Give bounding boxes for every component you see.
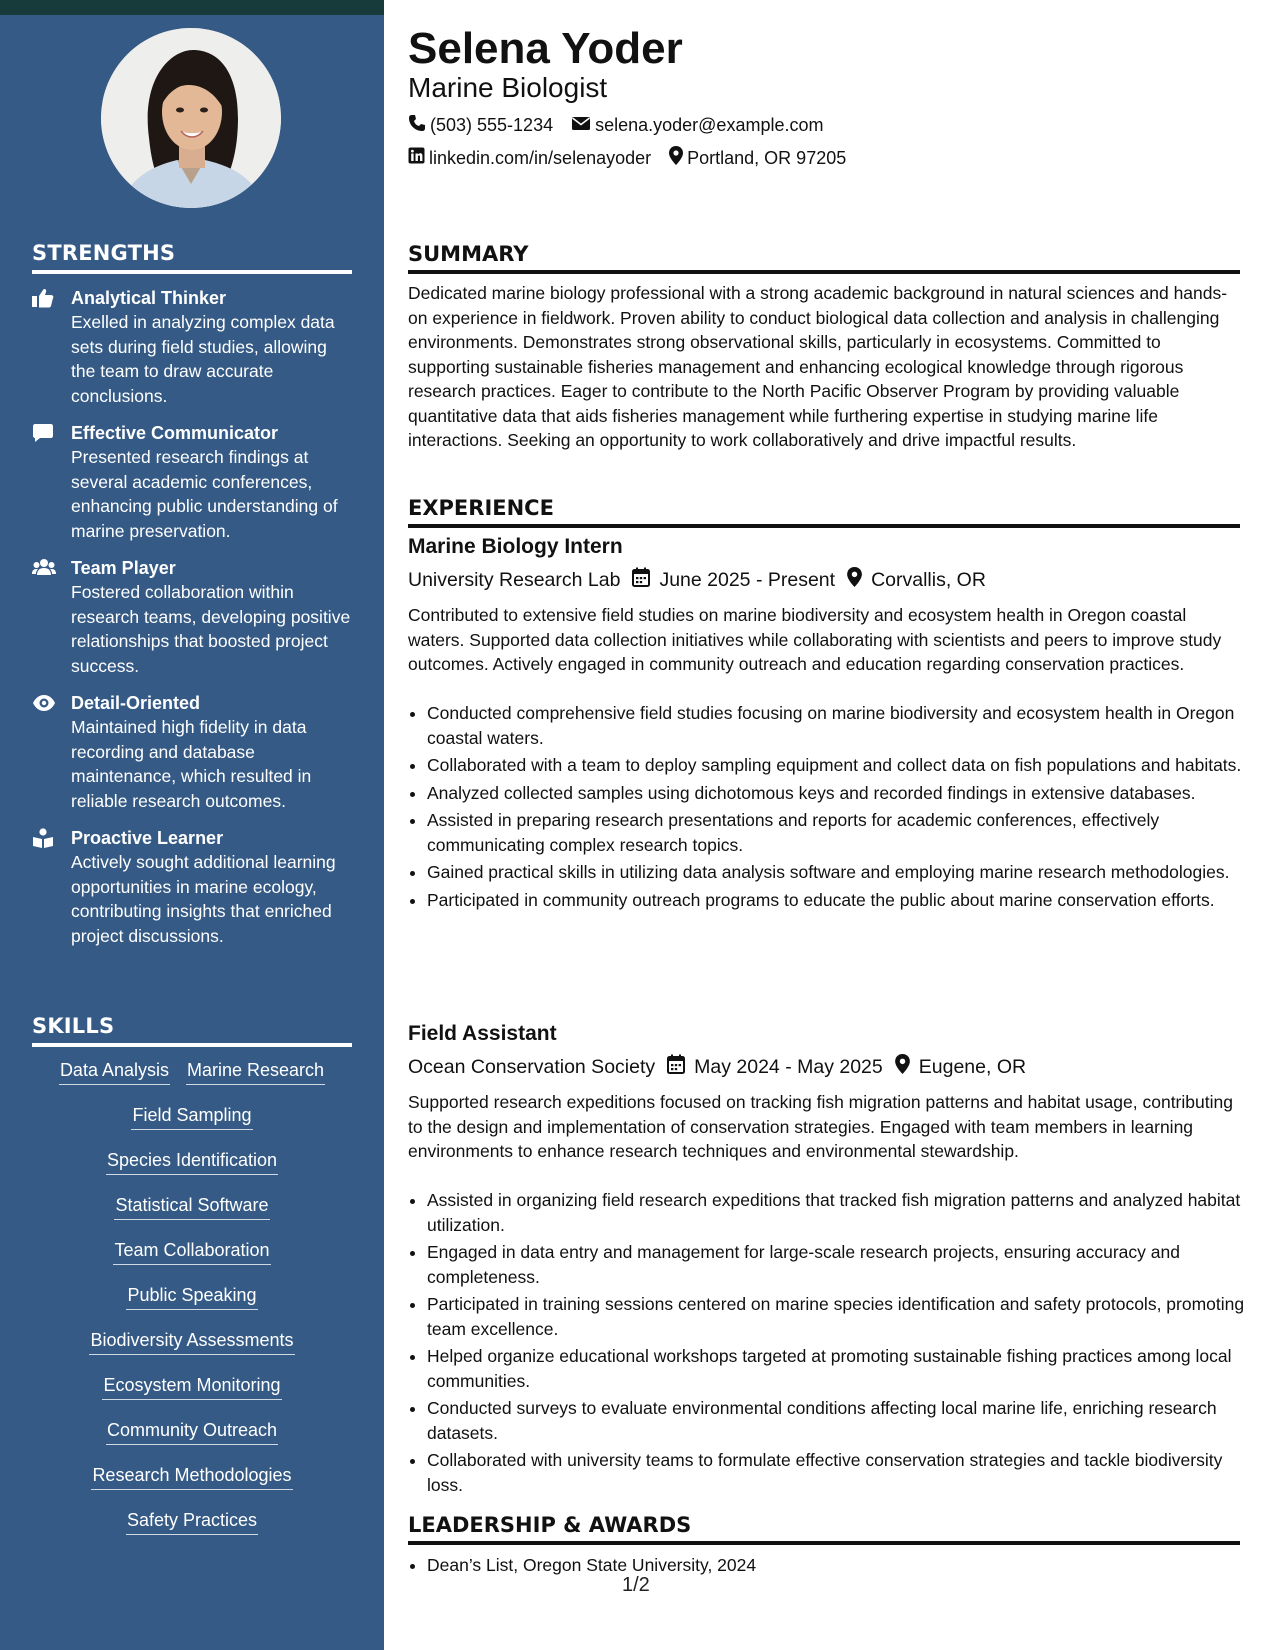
location-text: Portland, OR 97205 bbox=[687, 147, 847, 168]
strength-item bbox=[32, 691, 352, 813]
map-pin-icon bbox=[669, 146, 687, 170]
skill-tag: Biodiversity Assessments bbox=[89, 1328, 294, 1355]
job-bullet: • Engaged in data entry and management for large-scale research projects, ensuring accuracy and completeness. bbox=[427, 1240, 1259, 1289]
job-bullet: • Collaborated with university teams to formulate effective conservation strategies and tackle biodiversity loss. bbox=[427, 1448, 1259, 1497]
award-item: • Dean’s List, Oregon State University, 2024 bbox=[427, 1553, 1259, 1578]
summary-heading: SUMMARY bbox=[408, 242, 1240, 274]
job-dates-text: June 2025 - Present bbox=[659, 568, 836, 591]
job-meta bbox=[408, 567, 998, 593]
strength-title: Effective Communicator bbox=[71, 423, 279, 443]
job-bullet: • Gained practical skills in utilizing data analysis software and employing marine research methodologies. bbox=[427, 860, 1259, 885]
skill-tag: Marine Research bbox=[186, 1058, 325, 1085]
strength-description: Exelled in analyzing complex data sets during field studies, allowing the team to draw accurate conclusions. bbox=[71, 312, 335, 406]
linkedin-text: linkedin.com/in/selenayoder bbox=[429, 147, 652, 168]
candidate-title: Marine Biologist bbox=[408, 72, 608, 103]
strength-description: Actively sought additional learning opportunities in marine ecology, contributing insights that enriched project discussions. bbox=[71, 852, 336, 946]
skill-tag: Species Identification bbox=[106, 1148, 278, 1175]
leadership-heading: LEADERSHIP & AWARDS bbox=[408, 1513, 1240, 1545]
company-name: Ocean Conservation Society bbox=[408, 1055, 656, 1078]
linkedin-contact[interactable] bbox=[408, 147, 651, 169]
page-number: 1/2 bbox=[622, 1574, 650, 1596]
strength-item bbox=[32, 286, 352, 408]
job-bullets bbox=[408, 1188, 1259, 1500]
summary-text: Dedicated marine biology professional with a strong academic background in natural sciences and hands-on experience in fieldwork. Proven ability to conduct biological data collection and analysis in challenging environments. Demonstrates strong observational skills, particularly in ecosystems. Committed to supporting sustainable fisheries management and enhancing ecological knowledge through rigorous research practices. Eager to contribute to the North Pacific Observer Program by providing valuable quantitative data that aids fisheries management while furthering expertise in studying marine life interactions. Seeking an opportunity to work collaboratively and drive impactful results. bbox=[408, 283, 1228, 450]
skill-tag: Research Methodologies bbox=[91, 1463, 292, 1490]
job-dates bbox=[632, 567, 835, 593]
skill-tag: Community Outreach bbox=[106, 1418, 278, 1445]
speech-bubble-icon bbox=[32, 423, 56, 443]
skill-tag: Statistical Software bbox=[114, 1193, 269, 1220]
map-pin-icon bbox=[847, 567, 871, 593]
contact-row bbox=[408, 114, 841, 137]
job-title: Field Assistant bbox=[408, 1022, 557, 1045]
job-description: Contributed to extensive field studies on marine biodiversity and ecosystem health in Oregon coastal waters. Supported data collection initiatives while collaborating with scientists and peers to improve study outcomes. Actively engaged in community outreach and education regarding conservation practices. bbox=[408, 605, 1222, 674]
job-meta bbox=[408, 1054, 1038, 1080]
experience-heading: EXPERIENCE bbox=[408, 496, 1240, 528]
strength-description: Fostered collaboration within research teams, developing positive relationships that boosted project success. bbox=[71, 582, 351, 676]
envelope-icon bbox=[571, 115, 595, 136]
job-location-text: Eugene, OR bbox=[918, 1055, 1027, 1078]
calendar-icon bbox=[632, 567, 659, 593]
strength-item bbox=[32, 826, 352, 948]
skill-tag: Field Sampling bbox=[131, 1103, 252, 1130]
job-dates bbox=[667, 1054, 883, 1080]
contact-row bbox=[408, 146, 864, 170]
strengths-list bbox=[32, 286, 352, 961]
strength-title: Detail-Oriented bbox=[71, 693, 201, 713]
book-reader-icon bbox=[32, 828, 56, 848]
job-dates-text: May 2024 - May 2025 bbox=[694, 1055, 883, 1078]
strength-item bbox=[32, 556, 352, 678]
skill-tag: Public Speaking bbox=[126, 1283, 257, 1310]
job-location bbox=[847, 567, 986, 593]
phone-contact[interactable] bbox=[408, 114, 553, 137]
skills-list bbox=[32, 1058, 352, 1553]
thumbs-up-icon bbox=[32, 288, 56, 308]
strength-title: Analytical Thinker bbox=[71, 288, 227, 308]
sidebar-top-bar bbox=[0, 0, 384, 15]
job-bullet: • Conducted surveys to evaluate environmental conditions affecting local marine life, enriching research datasets. bbox=[427, 1396, 1259, 1445]
skills-heading: SKILLS bbox=[32, 1014, 352, 1047]
job-title: Marine Biology Intern bbox=[408, 535, 623, 558]
skill-tag: Ecosystem Monitoring bbox=[102, 1373, 281, 1400]
map-pin-icon bbox=[895, 1054, 919, 1080]
skill-tag: Team Collaboration bbox=[113, 1238, 270, 1265]
eye-icon bbox=[32, 693, 56, 713]
job-location-text: Corvallis, OR bbox=[871, 568, 986, 591]
skill-tag: Data Analysis bbox=[59, 1058, 170, 1085]
leadership-list bbox=[408, 1553, 1259, 1581]
job-bullet: • Analyzed collected samples using dichotomous keys and recorded findings in extensive databases. bbox=[427, 781, 1259, 806]
calendar-icon bbox=[667, 1054, 694, 1080]
strength-description: Presented research findings at several academic conferences, enhancing public understanding of marine preservation. bbox=[71, 447, 338, 541]
job-location bbox=[895, 1054, 1026, 1080]
candidate-name: Selena Yoder bbox=[408, 24, 683, 73]
job-bullet: • Assisted in preparing research presentations and reports for academic conferences, effectively communicating complex research topics. bbox=[427, 808, 1259, 857]
job-bullets bbox=[408, 701, 1259, 915]
strength-item bbox=[32, 421, 352, 543]
job-bullet: • Helped organize educational workshops targeted at promoting sustainable fishing practices among local communities. bbox=[427, 1344, 1259, 1393]
users-icon bbox=[32, 558, 56, 578]
job-bullet: • Participated in community outreach programs to educate the public about marine conservation efforts. bbox=[427, 888, 1259, 913]
job-bullet: • Collaborated with a team to deploy sampling equipment and collect data on fish populations and habitats. bbox=[427, 753, 1259, 778]
job-bullet: • Conducted comprehensive field studies focusing on marine biodiversity and ecosystem health in Oregon coastal waters. bbox=[427, 701, 1259, 750]
strength-description: Maintained high fidelity in data recording and database maintenance, which resulted in reliable research outcomes. bbox=[71, 717, 312, 811]
company-name: University Research Lab bbox=[408, 568, 621, 591]
email-text: selena.yoder@example.com bbox=[595, 115, 824, 135]
job-bullet: • Assisted in organizing field research expeditions that tracked fish migration patterns and analyzed habitat utilization. bbox=[427, 1188, 1259, 1237]
skill-tag: Safety Practices bbox=[126, 1508, 258, 1535]
strength-title: Proactive Learner bbox=[71, 828, 224, 848]
phone-text: (503) 555-1234 bbox=[430, 115, 554, 135]
email-contact[interactable] bbox=[571, 115, 823, 136]
sidebar bbox=[0, 0, 384, 1650]
strength-title: Team Player bbox=[71, 558, 176, 578]
job-description: Supported research expeditions focused on tracking fish migration patterns and habitat usage, contributing to the design and implementation of conservation strategies. Engaged with team members in learning environments to enhance research techniques and environmental stewardship. bbox=[408, 1092, 1233, 1161]
profile-photo bbox=[101, 28, 281, 208]
linkedin-icon bbox=[408, 147, 429, 169]
strengths-heading: STRENGTHS bbox=[32, 241, 352, 274]
phone-icon bbox=[408, 114, 430, 137]
job-bullet: • Participated in training sessions centered on marine species identification and safety protocols, promoting team excellence. bbox=[427, 1292, 1259, 1341]
location-contact bbox=[669, 146, 846, 170]
